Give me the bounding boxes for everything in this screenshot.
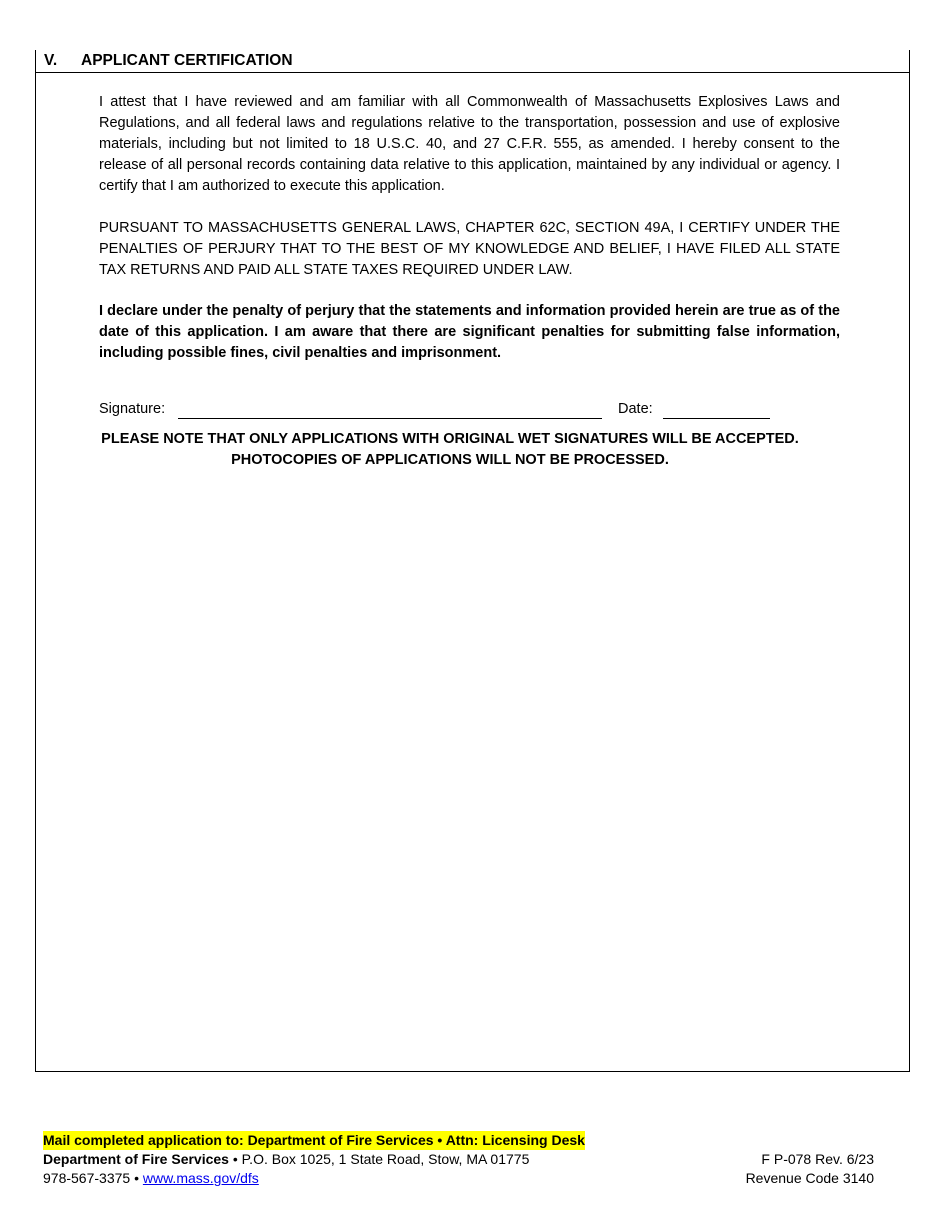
tax-certification-paragraph: PURSUANT TO MASSACHUSETTS GENERAL LAWS, CHAPTER 62C, SECTION 49A, I CERTIFY UNDER THE PENALTIES OF PERJURY THAT TO THE BEST OF MY KNOWLEDGE AND BELIEF, I HAVE FILED ALL STATE TAX RETURNS AND PAID ALL STATE TAXES REQUIRED UNDER LAW. [99, 220, 840, 278]
section-number: V. [44, 52, 58, 69]
website-link[interactable]: www.mass.gov/dfs [142, 1170, 259, 1186]
date-field[interactable] [663, 418, 770, 419]
photocopy-notice: PHOTOCOPIES OF APPLICATIONS WILL NOT BE PROCESSED. [231, 452, 669, 468]
perjury-declaration-paragraph: I declare under the penalty of perjury that the statements and information provided herein are true as of the date of this application. I am aware that there are significant penalties for submitting false information, including possible fines, civil penalties and imprisonment. [99, 303, 840, 361]
wet-signature-notice: PLEASE NOTE THAT ONLY APPLICATIONS WITH ORIGINAL WET SIGNATURES WILL BE ACCEPTED. [101, 431, 799, 447]
department-name: Department of Fire Services [43, 1151, 229, 1167]
section-title: APPLICANT CERTIFICATION [81, 52, 293, 69]
department-address [43, 1150, 529, 1169]
contact-line [43, 1169, 259, 1188]
address: • P.O. Box 1025, 1 State Road, Stow, MA 01775 [228, 1151, 530, 1167]
section-header [36, 50, 909, 73]
signature-field[interactable] [178, 418, 602, 419]
signature-label: Signature: [99, 401, 166, 417]
revenue-code: Revenue Code 3140 [745, 1170, 874, 1186]
phone-number: 978-567-3375 • [43, 1170, 143, 1186]
date-label: Date: [618, 401, 653, 417]
mailing-instructions: Mail completed application to: Department of Fire Services • Attn: Licensing Desk [43, 1132, 585, 1148]
certification-section [35, 50, 910, 1072]
attestation-paragraph: I attest that I have reviewed and am familiar with all Commonwealth of Massachusetts Explosives Laws and Regulations, and all federal laws and regulations relative to the transportation, possession and use of explosive materials, including but not limited to 18 U.S.C. 40, and 27 C.F.R. 555, as amended. I hereby consent to the release of all personal records containing data relative to this application, maintained by any individual or agency. I certify that I am authorized to execute this application. [99, 94, 840, 194]
form-number: F P-078 Rev. 6/23 [761, 1151, 874, 1167]
